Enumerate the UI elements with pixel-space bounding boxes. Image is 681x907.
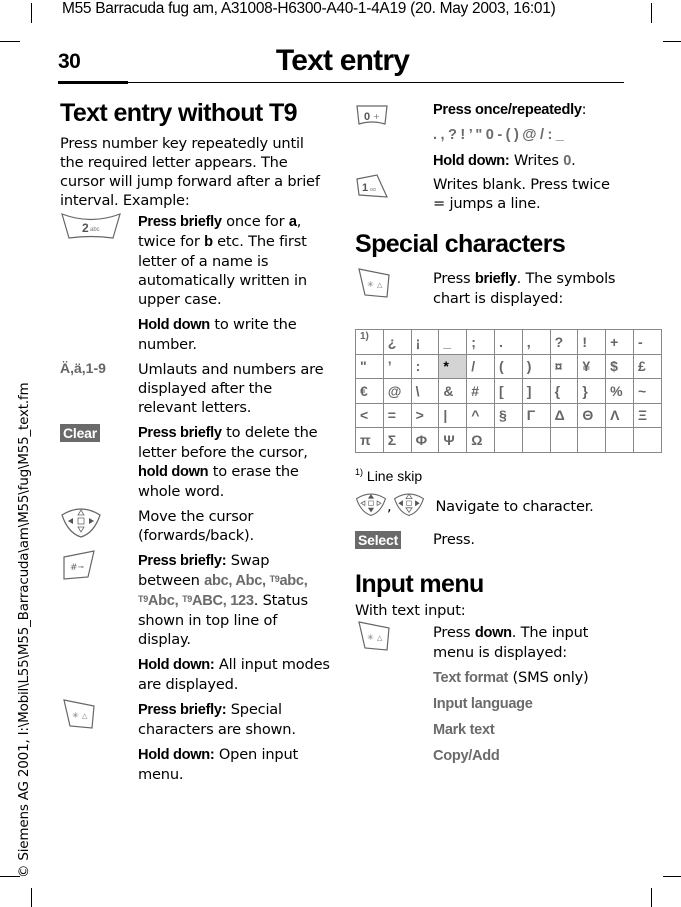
text: to write the number. [138,316,297,353]
svg-text:△: △ [377,634,383,642]
star-key-icon [355,620,395,656]
symbol-cell[interactable]: , [522,330,550,355]
symbol-cell[interactable]: ] [522,379,550,404]
mode-abc: abc [204,573,229,589]
section-heading-input-menu: Input menu [355,570,484,598]
symbol-cell[interactable]: ~ [633,379,661,404]
symbol-cell[interactable]: Ξ [633,403,661,428]
hold-down-label: Hold down: [433,153,510,169]
key-1-icon [355,173,389,205]
symbol-cell[interactable]: \ [411,379,439,404]
menu-option-label: Mark text [433,722,495,738]
entry-navigate-cursor [60,507,330,545]
symbol-cell[interactable]: £ [633,354,661,379]
svg-text:2: 2 [82,221,89,235]
symbol-cell[interactable]: § [494,403,522,428]
hold-down-label: Hold down: [138,657,215,673]
symbol-cell[interactable] [578,428,606,453]
menu-option-label: Input language [433,696,533,712]
intro-paragraph: Press number key repeatedly until the required letter appears. The cursor will jump forward after a brief interval. Example: [60,135,320,209]
symbol-cell[interactable]: # [467,379,495,404]
key-1-description: Writes blank. Press twice = jumps a line. [433,176,610,212]
key-0-icon [355,104,389,132]
text: Special characters are shown. [138,701,296,738]
menu-option-copy-add[interactable] [433,746,620,766]
menu-option-label: Copy/Add [433,748,500,764]
symbol-cell[interactable]: Ψ [439,428,467,453]
text: etc. The first letter of a name is automatically written in upper case. [138,233,307,308]
press-briefly-label: Press briefly: [138,553,227,569]
press-briefly-label: Press briefly [138,425,222,441]
symbol-cell[interactable]: @ [383,379,411,404]
letter-a: a [288,214,297,230]
symbol-cell[interactable]: ! [578,330,606,355]
symbol-cell[interactable]: € [356,379,384,404]
footnote-text: Line skip [363,468,423,484]
left-column [60,98,330,784]
document-meta-header: M55 Barracuda fug am, A31008-H6300-A40-1-4A19 (20. May 2003, 16:01) [62,0,556,17]
page-number: 30 [58,50,81,73]
symbol-cell[interactable]: Λ [606,403,634,428]
header-rule-accent [58,81,128,84]
text: Swap between [138,552,270,589]
symbols-row [356,428,662,453]
symbol-cell[interactable]: ^ [467,403,495,428]
symbol-cell[interactable]: Ω [467,428,495,453]
text: All input modes are displayed. [138,656,330,693]
symbol-cell[interactable]: ’ [383,354,411,379]
mode-Abc: Abc [235,573,263,589]
text: . The input menu is displayed: [433,624,589,661]
svg-text:0: 0 [364,111,371,123]
select-description: Press. [433,531,475,548]
entry-special-star [355,269,620,308]
symbols-row [356,379,662,404]
right-column [355,100,620,308]
navigation-key-icon [60,505,102,543]
star-key-icon [60,698,100,734]
svg-text:oo: oo [370,187,377,193]
hold-down-label: hold down [138,464,209,480]
symbol-cell[interactable] [606,428,634,453]
umlauts-label: Ä,ä,1-9 [60,360,106,376]
entry-input-star [355,620,620,766]
header-rule [58,82,624,83]
svg-text:△: △ [377,281,383,289]
menu-option-note: (SMS only) [508,669,589,686]
symbol-cell[interactable] [522,428,550,453]
section-heading-special-characters: Special characters [355,230,566,258]
svg-text:✳: ✳ [72,711,79,720]
crop-mark [663,41,681,42]
symbols-row [356,354,662,379]
navigate-row [355,490,620,522]
letter-b: b [204,234,213,250]
section-heading-text-entry-without-t9: Text entry without T9 [60,99,297,127]
symbol-cell[interactable]: ¥ [578,354,606,379]
copyright-side-note: © Siemens AG 2001, I:\Mobil\L55\M55_Barracuda\am\M55\fug\M55_text.fm [16,382,32,878]
symbol-cell[interactable]: ? [550,330,578,355]
umlauts-description: Umlauts and numbers are displayed after the relevant letters. [138,361,324,416]
crop-mark [31,3,32,23]
symbol-cell[interactable]: [ [494,379,522,404]
mode-123: 123 [230,593,254,609]
digit-zero: 0 [563,153,572,169]
symbol-cell[interactable]: Θ [578,403,606,428]
crop-mark [651,888,652,907]
navigate-description: Move the cursor (forwards/back). [138,508,254,544]
text: . Status shown in top line of display. [138,592,308,648]
hold-down-label: Hold down [138,317,210,333]
svg-text:✳: ✳ [367,633,374,642]
text: to erase the whole word. [138,463,299,500]
hold-down-label: Hold down: [138,747,215,763]
clear-softkey[interactable]: Clear [60,424,100,442]
text: Writes [509,152,564,169]
symbol-cell[interactable]: Φ [411,428,439,453]
symbol-cell[interactable]: | [439,403,467,428]
svg-text:1: 1 [362,182,369,194]
navigation-key-up-down-icon [355,490,387,522]
symbol-cell[interactable]: ; [467,330,495,355]
symbol-cell[interactable]: / [467,354,495,379]
footnote [355,468,620,484]
symbol-cell[interactable]: - [633,330,661,355]
text: Press [433,624,475,641]
symbols-row [356,403,662,428]
symbol-cell[interactable]: > [411,403,439,428]
symbol-cell[interactable]: π [356,428,384,453]
symbol-cell[interactable]: ¿ [383,330,411,355]
symbol-cell[interactable]: < [356,403,384,428]
text: once for [221,213,289,230]
menu-option-input-language[interactable] [433,694,620,714]
symbol-cell-selected[interactable]: * [439,354,467,379]
right-column-lower [355,468,620,766]
t9-superscript: T9 [269,574,280,584]
symbol-cell[interactable] [494,428,522,453]
entry-key-0 [355,100,620,171]
svg-text:⊸: ⊸ [78,563,84,571]
symbol-cell[interactable] [550,428,578,453]
symbol-cell[interactable]: + [606,330,634,355]
entry-key-2 [60,212,330,354]
page-title: Text entry [275,44,410,77]
symbol-cell[interactable]: Γ [522,403,550,428]
crop-mark [663,876,681,877]
mode-t9Abc: Abc [147,593,175,609]
svg-text:+: + [373,112,380,121]
mode-t9abc: abc [279,573,304,589]
t9-superscript: T9 [138,594,148,604]
entry-clear [60,423,330,501]
mode-t9ABC: ABC [192,593,223,609]
symbol-cell[interactable]: Δ [550,403,578,428]
menu-option-mark-text[interactable] [433,720,620,740]
symbol-cell[interactable]: & [439,379,467,404]
footnote-mark: 1) [355,467,364,477]
text: : [581,101,587,118]
symbols-chart [355,329,662,453]
press-briefly-label: Press briefly: [138,702,227,718]
symbol-cell[interactable]: _ [439,330,467,355]
symbol-cell[interactable]: ¡ [411,330,439,355]
entry-key-1 [355,175,620,213]
key-0-characters: . , ? ! ’ " 0 - ( ) @ / : _ [433,127,564,143]
navigation-key-left-right-icon [393,490,425,522]
symbol-cell[interactable]: : [411,354,439,379]
symbol-cell[interactable]: $ [606,354,634,379]
symbol-cell[interactable]: % [606,379,634,404]
svg-text:abc: abc [90,227,100,233]
navigate-description: Navigate to character. [435,497,594,515]
symbols-row [356,330,662,355]
entry-umlauts [60,360,330,417]
symbol-cell[interactable]: = [383,403,411,428]
line-skip-mark: 1) [360,330,369,342]
entry-select [355,530,620,549]
symbol-cell[interactable]: . [494,330,522,355]
hash-key-icon [60,549,100,585]
symbol-cell[interactable]: Σ [383,428,411,453]
press-once-label: Press once/repeatedly [433,102,582,118]
text: . [571,152,576,169]
symbol-cell[interactable]: ) [522,354,550,379]
text: to delete the letter before the cursor, [138,424,318,461]
svg-text:△: △ [82,712,88,720]
text: Open input menu. [138,746,299,783]
symbol-cell[interactable] [633,428,661,453]
t9-superscript: T9 [182,594,192,604]
symbol-cell[interactable]: { [550,379,578,404]
svg-text:#: # [70,563,78,573]
input-intro: With text input: [355,602,466,619]
separator: , [387,497,392,515]
star-key-icon [355,267,395,303]
menu-option-label: Text format [433,670,509,686]
symbol-cell[interactable]: ( [494,354,522,379]
crop-mark [651,3,652,23]
menu-option-text-format[interactable] [433,668,620,688]
crop-mark [0,41,20,42]
symbol-cell[interactable] [356,330,384,355]
entry-hash-key: # ⊸ Press briefly: Swap between abc, Abc, $^{T9}$abc, $^{T9}$Abc, $^{T9}$ABC, 123. Status shown in top line of display. Hold down: All input modes are displayed. [60,551,330,694]
symbol-cell[interactable]: ¤ [550,354,578,379]
briefly-label: briefly [474,271,517,287]
svg-text:✳: ✳ [367,280,374,289]
crop-mark [31,888,32,907]
symbol-cell[interactable]: " [356,354,384,379]
text: Press [433,270,475,287]
select-softkey[interactable]: Select [355,531,401,549]
key-2abc-icon [60,211,122,245]
text: . The symbols chart is displayed: [433,270,616,307]
text: , twice for [138,213,302,250]
entry-star-key [60,700,330,784]
down-label: down [474,625,512,641]
symbol-cell[interactable]: } [578,379,606,404]
press-briefly-label: Press briefly [138,214,222,230]
